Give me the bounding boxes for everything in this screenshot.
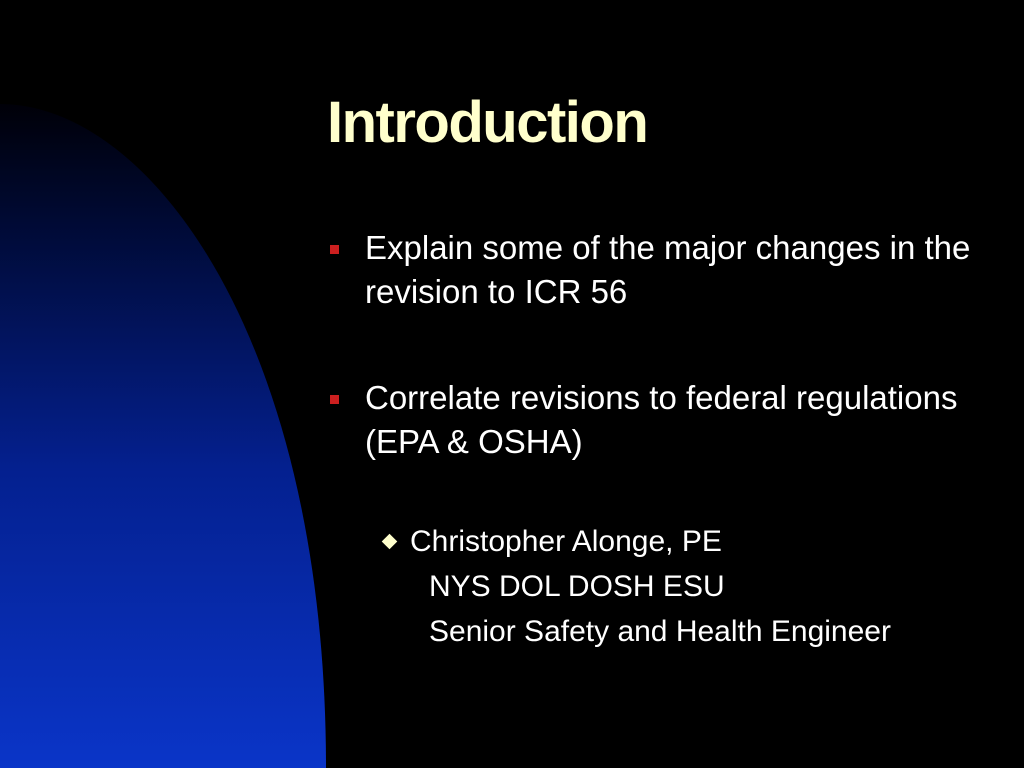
diamond-bullet-icon [382, 534, 398, 550]
square-bullet-icon [330, 395, 339, 404]
presenter-organization: NYS DOL DOSH ESU [429, 570, 725, 603]
bullet-text: Correlate revisions to federal regulations (EPA & OSHA) [365, 379, 958, 460]
bullet-text: Explain some of the major changes in the revision to ICR 56 [365, 229, 971, 310]
presenter-block [380, 519, 1020, 654]
bullet-item [327, 226, 1007, 314]
presenter-name: Christopher Alonge, PE [410, 525, 722, 558]
presenter-position: Senior Safety and Health Engineer [429, 615, 891, 648]
presenter-name-line [380, 519, 1020, 564]
slide-title: Introduction [327, 90, 648, 155]
square-bullet-icon [330, 245, 339, 254]
bullet-list [327, 226, 1007, 464]
bullet-item [327, 376, 1007, 464]
